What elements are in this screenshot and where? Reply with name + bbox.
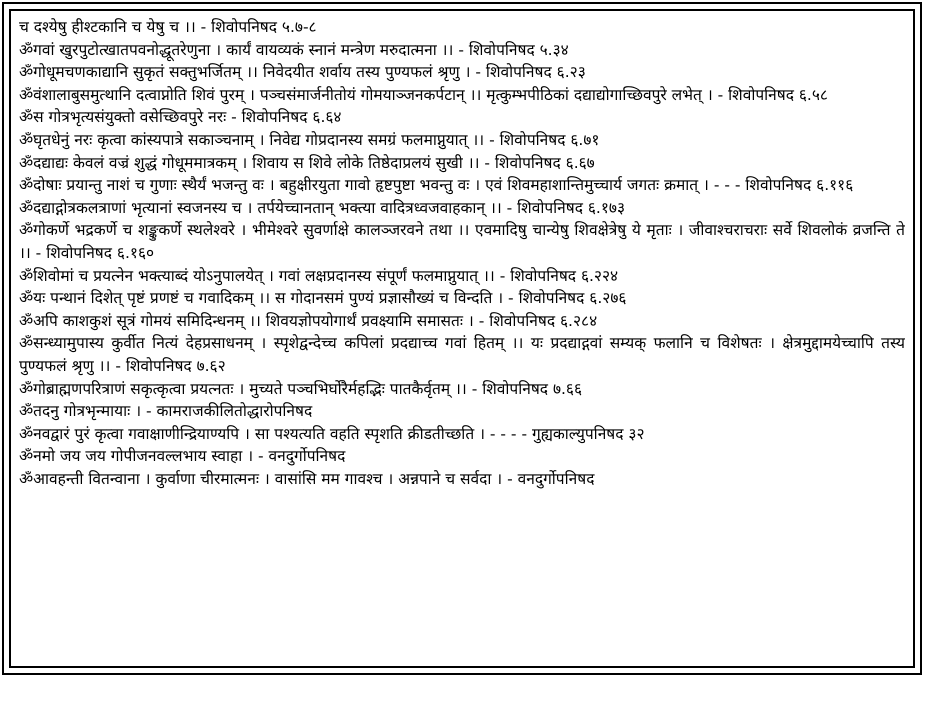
verse-line: ॐनमो जय जय गोपीजनवल्लभाय स्वाहा । - वनदुर्गोपनिषद — [19, 447, 346, 466]
verse-line: ॐसन्ध्यामुपास्य कुर्वीत नित्यं देहप्रसाधनम् । स्पृशेद्वन्देच्च कपिलां प्रदद्याच्च गवां हितम् ।। यः प्रदद्याद्गवां सम्यक् फलानि च विशेषतः । क्षेत्रमुद्दामयेच्चापि तस्य पुण्यफलं श्रृणु ।। - शिवोपनिषद ७.६२ — [19, 334, 905, 375]
verse-line: ॐगोब्राह्मणपरित्राणं सकृत्कृत्वा प्रयत्नतः । मुच्यते पञ्चभिर्घोरैर्महद्भिः पातकैर्वृतम् ।। - शिवोपनिषद ७.६६ — [19, 379, 583, 398]
verse-line: ॐनवद्वारं पुरं कृत्वा गवाक्षाणीन्द्रियाण्यपि । सा पश्यत्यति वहति स्पृशति क्रीडतीच्छति । - - - - गुह्यकाल्युपनिषद ३२ — [19, 424, 645, 443]
document-outer-border — [2, 2, 922, 675]
verse-line: ॐअपि काशकुशं सूत्रं गोमयं समिदिन्धनम् ।। शिवयज्ञोपयोगार्थं प्रवक्ष्यामि समासतः । - शिवोपनिषद ६.२८४ — [19, 311, 598, 330]
verse-line: ॐदोषाः प्रयान्तु नाशं च गुणाः स्थैर्यं भजन्तु वः । बहुक्षीरयुता गावो हृष्टपुष्टा भवन्तु वः । एवं शिवमहाशान्तिमुच्चार्य जगतः क्रमात् । - - - शिवोपनिषद ६.११६ — [19, 176, 854, 195]
verse-line: च दश्येषु हीश्टकानि च येषु च ।। - शिवोपनिषद ५.७-८ — [19, 18, 317, 36]
verse-line: ॐतदनु गोत्रभृन्मायाः । - कामराजकीलितोद्धारोपनिषद — [19, 402, 313, 421]
verse-line: ॐघृतधेनुं नरः कृत्वा कांस्यपात्रे सकाञ्चनाम् । निवेद्य गोप्रदानस्य समग्रं फलमाप्नुयात् ।। - शिवोपनिषद ६.७१ — [19, 130, 600, 149]
verse-line: ॐगोधूमचणकाद्यानि सुकृतं सक्तुभर्जितम् ।। निवेदयीत शर्वाय तस्य पुण्यफलं श्रृणु । - शिवोपनिषद ६.२३ — [19, 63, 586, 82]
verse-line: ॐशिवोमां च प्रयत्नेन भक्त्याब्दं योऽनुपालयेत् । गवां लक्षप्रदानस्य संपूर्णं फलमाप्नुयात् ।। - शिवोपनिषद ६.२२४ — [19, 266, 619, 285]
verse-line: ॐयः पन्थानं दिशेत् पृष्टं प्रणष्टं च गवादिकम् ।। स गोदानसमं पुण्यं प्रज्ञासौख्यं च विन्दति । - शिवोपनिषद ६.२७६ — [19, 289, 627, 308]
verse-line: ॐदद्याद्यः केवलं वज्रं शुद्धं गोधूममात्रकम् । शिवाय स शिवे लोके तिष्ठेदाप्रलयं सुखी ।। - शिवोपनिषद ६.६७ — [19, 153, 595, 172]
verse-list — [19, 16, 905, 662]
verse-line: ॐस गोत्रभृत्यसंयुक्तो वसेच्छिवपुरे नरः - शिवोपनिषद ६.६४ — [19, 108, 342, 127]
verse-line: ॐगवां खुरपुटोत्खातपवनोद्धूतरेणुना । कार्यं वायव्यकं स्नानं मन्त्रेण मरुदात्मना ।। - शिवोपनिषद ५.३४ — [19, 40, 569, 59]
document-inner-border — [9, 9, 915, 668]
verse-line: ॐवंशालाबुसमुत्थानि दत्वाप्नोति शिवं पुरम् । पञ्चसंमार्जनीतोयं गोमयाञ्जनकर्पटान् ।। मृत्कुम्भपीठिकां दद्याद्योगाच्छिवपुरे लभेत् । - शिवोपनिषद ६.५८ — [19, 85, 828, 104]
verse-line: ॐदद्याद्गोत्रकलत्राणां भृत्यानां स्वजनस्य च । तर्पयेच्चानतान् भक्त्या वादित्रध्वजवाहकान् ।। - शिवोपनिषद ६.१७३ — [19, 198, 626, 217]
verse-line: ॐगोकर्णे भद्रकर्णे च शङ्कुकर्णे स्थलेश्वरे । भीमेश्वरे सुवर्णाक्षे कालञ्जरवने तथा ।। एवमादिषु चान्येषु शिवक्षेत्रेषु ये मृताः । जीवाश्चराचराः सर्वे शिवलोकं व्रजन्ति ते ।। - शिवोपनिषद ६.१६० — [19, 221, 905, 262]
verse-line: ॐआवहन्ती वितन्वाना । कुर्वाणा चीरमात्मनः । वासांसि मम गावश्च । अन्नपाने च सर्वदा । - वनदुर्गोपनिषद — [19, 469, 595, 488]
